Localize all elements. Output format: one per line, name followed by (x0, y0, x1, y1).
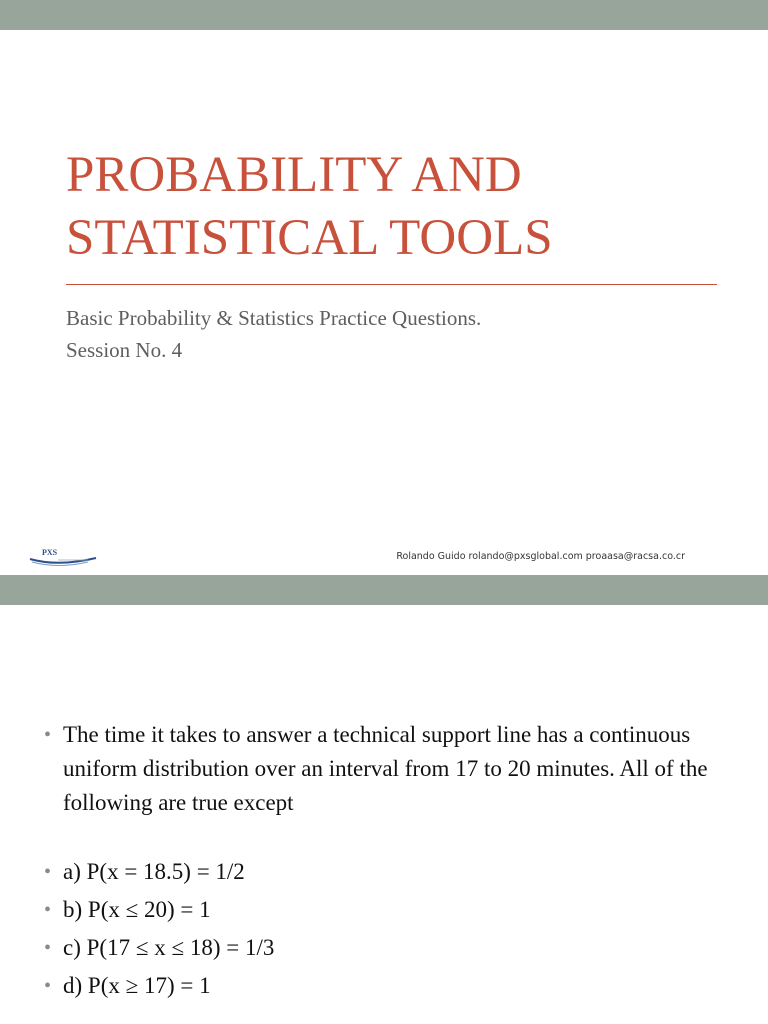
option-d-text: d) P(x ≥ 17) = 1 (63, 973, 211, 998)
option-c-text: c) P(17 ≤ x ≤ 18) = 1/3 (63, 935, 275, 960)
subtitle-line-2: Session No. 4 (66, 338, 183, 362)
bullet-dot: • (44, 861, 52, 883)
slide-title (66, 144, 746, 270)
option-d (42, 967, 742, 1005)
title-divider (66, 284, 717, 285)
option-b-text: b) P(x ≤ 20) = 1 (63, 897, 211, 922)
bullet-list (42, 718, 742, 1005)
bullet-dot: • (44, 899, 52, 921)
bullet-dot: • (44, 724, 52, 746)
option-a (42, 853, 742, 891)
pxs-logo (28, 545, 98, 567)
slide-title-line-1: PROBABILITY AND (66, 147, 522, 203)
author-footer: Rolando Guido rolando@pxsglobal.com proaasa@racsa.co.cr (396, 551, 685, 562)
top-band (0, 0, 768, 30)
logo-text: PXS (42, 548, 58, 557)
option-a-text: a) P(x = 18.5) = 1/2 (63, 859, 245, 884)
title-slide (0, 30, 768, 575)
slide-subtitle (66, 302, 726, 366)
slide-separator-band (0, 575, 768, 605)
question-body: The time it takes to answer a technical support line has a continuous uniform distribution over an interval from 17 to 20 minutes. All of the following are true except (63, 722, 708, 815)
bullet-dot: • (44, 937, 52, 959)
subtitle-line-1: Basic Probability & Statistics Practice Questions. (66, 306, 482, 330)
bullet-dot: • (44, 975, 52, 997)
question-text (42, 718, 742, 820)
option-b (42, 891, 742, 929)
question-slide (0, 605, 768, 1024)
option-c (42, 929, 742, 967)
slide-title-line-2: STATISTICAL TOOLS (66, 210, 553, 266)
